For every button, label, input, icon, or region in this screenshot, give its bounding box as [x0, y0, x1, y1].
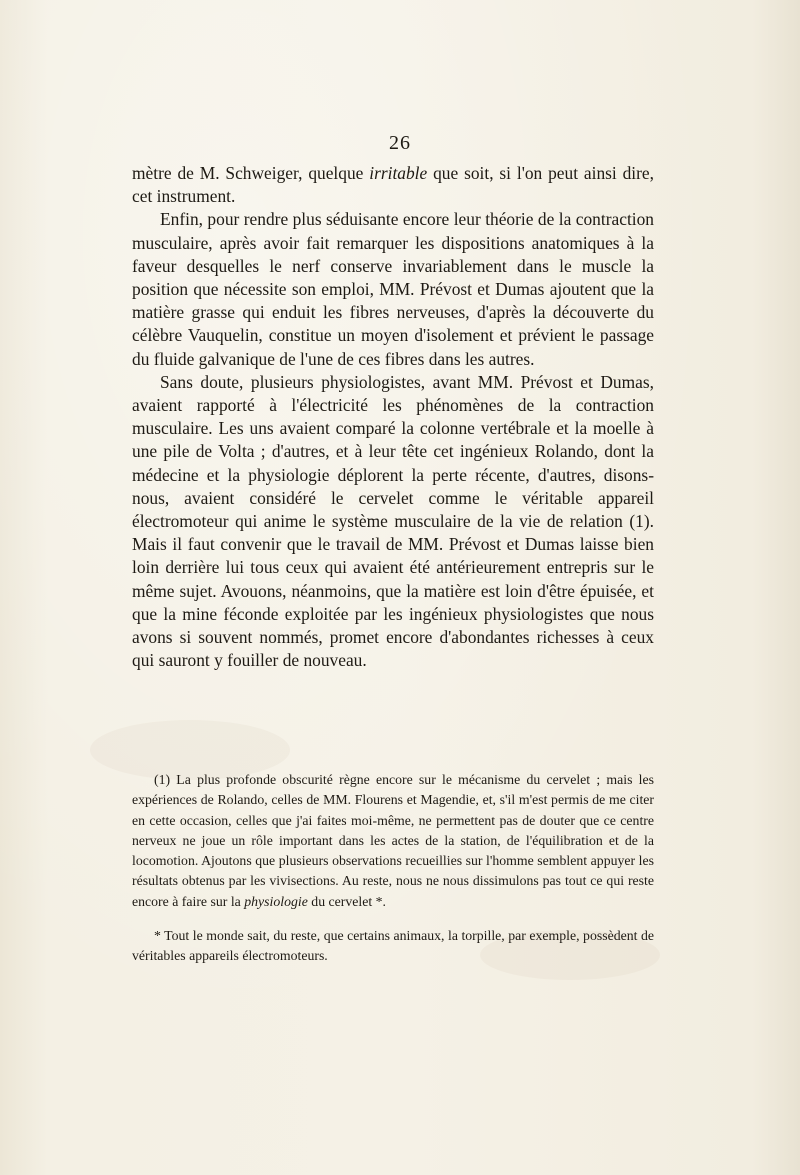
footnotes: [132, 770, 654, 967]
paragraph-1: [132, 162, 654, 208]
footnote-2: * Tout le monde sait, du reste, que certains animaux, la torpille, par exemple, possèdent de véritables appareils électromoteurs.: [132, 928, 654, 964]
text-run: mètre de M. Schweiger, quelque: [132, 163, 370, 183]
italic-term: irritable: [369, 163, 428, 183]
italic-term: physiologie: [244, 893, 308, 909]
text-run: du cervelet *.: [307, 893, 386, 909]
text-run: (1) La plus profonde obscurité règne encore sur le mécanisme du cervelet ; mais les expériences de Rolando, celles de MM. Flourens et Magendie, et, s'il m'est permis de me citer en cette occasion, celles que j'ai faites moi-même, ne permettent pas de douter que ce centre nerveux ne joue un rôle important dans les actes de la station, de l'équilibration et de la locomotion. Ajoutons que plusieurs observations recueillies sur l'homme semblent appuyer les résultats obtenus par les vivisections. Au reste, nous ne nous dissimulons pas tout ce qui reste encore à faire sur la: [132, 772, 654, 909]
paragraph-3: Sans doute, plusieurs physiologistes, avant MM. Prévost et Dumas, avaient rapporté à l'électricité les phénomènes de la contraction musculaire. Les uns avaient comparé la colonne vertébrale et la moelle à une pile de Volta ; d'autres, et à leur tête cet ingénieux Rolando, dont la médecine et la physiologie déplorent la perte récente, d'autres, disons-nous, avaient considéré le cervelet comme le véritable appareil électromoteur qui anime le système musculaire de la vie de relation (1). Mais il faut convenir que le travail de MM. Prévost et Dumas laisse bien loin derrière lui tous ceux qui avaient été antérieurement entrepris sur le même sujet. Avouons, néanmoins, que la matière est loin d'être épuisée, et que la mine féconde exploitée par les ingénieux physiologistes que nous avons si souvent nommés, promet encore d'abondantes richesses à ceux qui sauront y fouiller de nouveau.: [132, 371, 654, 671]
footnote-1: [132, 770, 654, 912]
text-run: que soit, si l'on peut ainsi dire, cet instrument.: [132, 163, 654, 207]
main-text: [132, 162, 654, 672]
page-number: 26: [389, 132, 411, 154]
paragraph-2: Enfin, pour rendre plus séduisante encore leur théorie de la contraction musculaire, après avoir fait remarquer les dispositions anatomiques à la faveur desquelles le nerf conserve invariablement dans le muscle la position que nécessite son emploi, MM. Prévost et Dumas ajoutent que la matière grasse qui enduit les fibres nerveuses, d'après la découverte du célèbre Vauquelin, constitue un moyen d'isolement et prévient le passage du fluide galvanique de l'une de ces fibres dans les autres.: [132, 209, 654, 369]
